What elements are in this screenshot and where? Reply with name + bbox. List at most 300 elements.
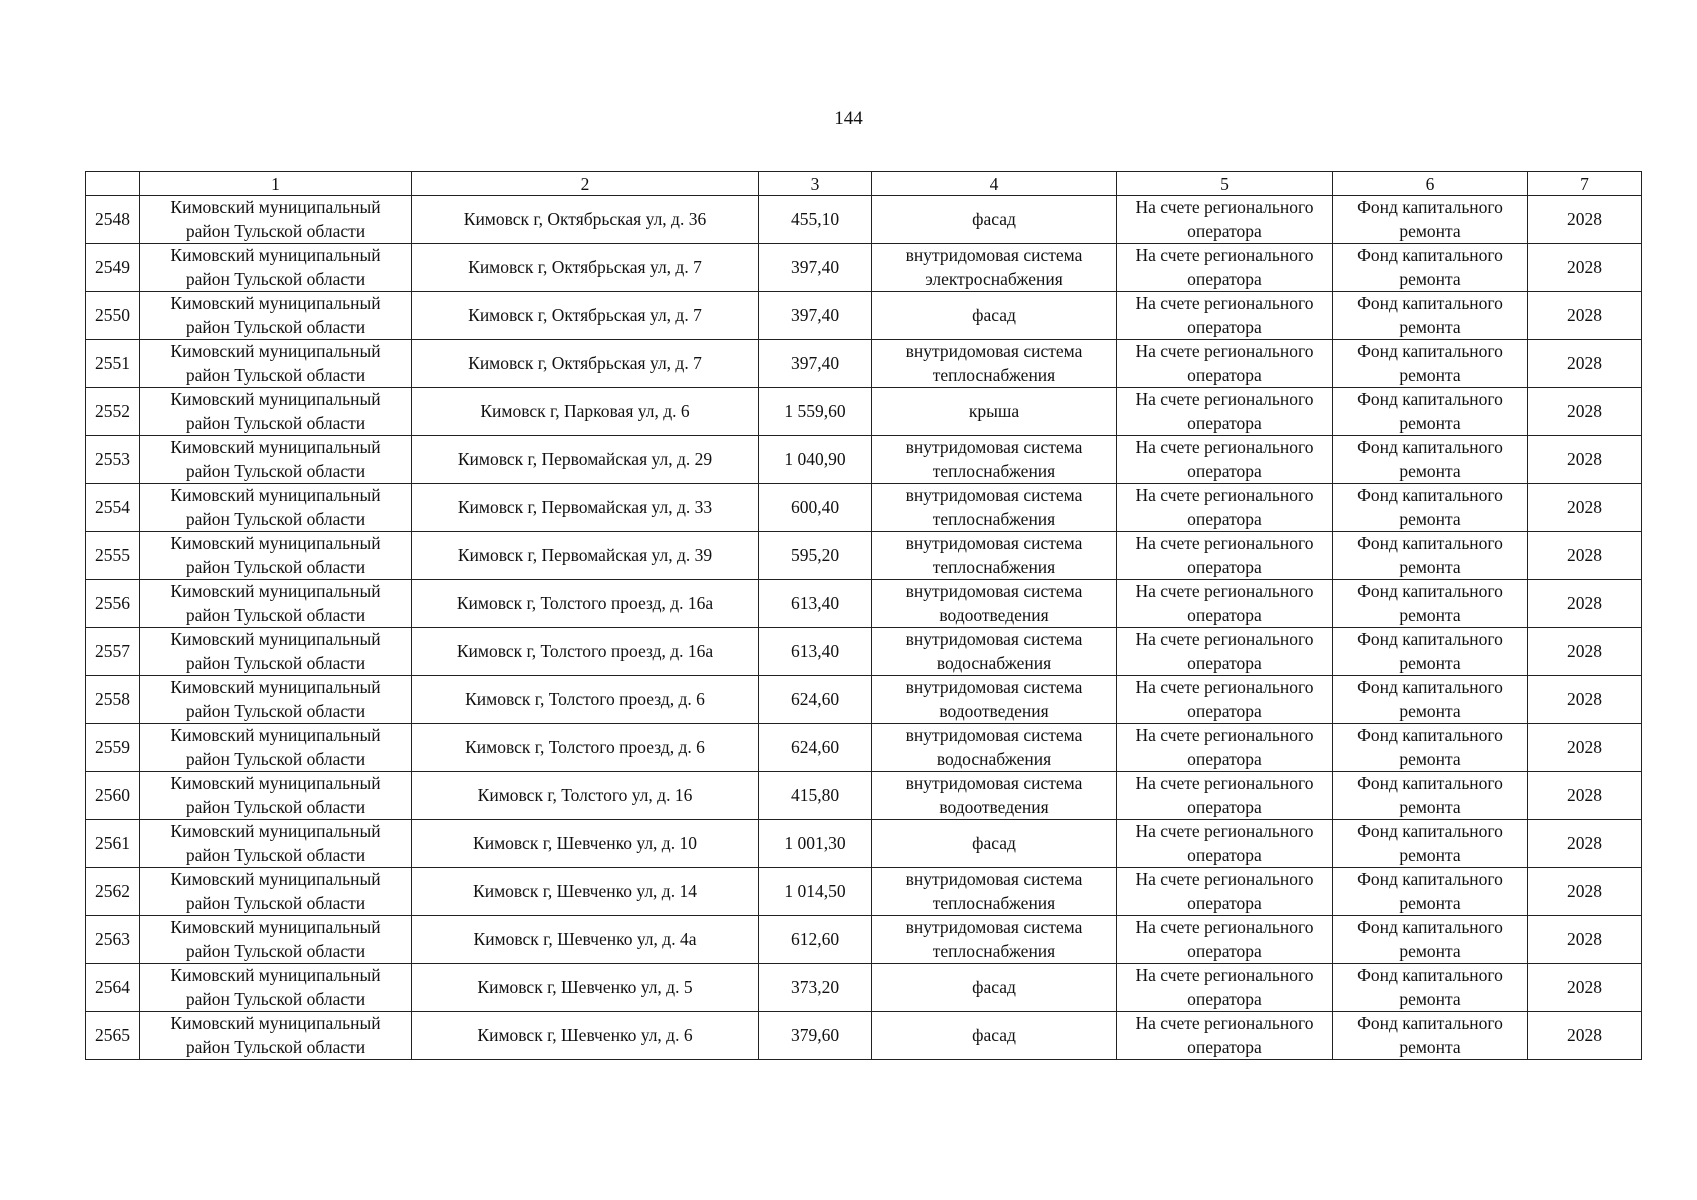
district-cell	[140, 484, 412, 532]
address-cell: Кимовск г, Первомайская ул, д. 39	[412, 532, 759, 580]
row-number-cell: 2562	[86, 868, 140, 916]
account-cell-line: оператора	[1187, 508, 1262, 529]
district-cell-line: район Тульской области	[185, 700, 366, 721]
row-number-cell: 2555	[86, 532, 140, 580]
account-cell-line: На счете регионального	[1135, 869, 1314, 889]
account-cell-line: На счете регионального	[1135, 629, 1314, 649]
account-cell-line: На счете регионального	[1135, 1013, 1314, 1033]
account-cell	[1117, 676, 1333, 724]
district-cell-line: район Тульской области	[185, 652, 366, 673]
funding-source-cell-line: ремонта	[1399, 844, 1461, 865]
funding-source-cell	[1333, 196, 1528, 244]
work-type-cell	[872, 1012, 1117, 1060]
year-cell: 2028	[1528, 244, 1642, 292]
area-cell: 379,60	[759, 1012, 872, 1060]
district-cell-line: район Тульской области	[185, 604, 366, 625]
area-cell: 624,60	[759, 724, 872, 772]
address-cell: Кимовск г, Шевченко ул, д. 5	[412, 964, 759, 1012]
funding-source-cell-line: ремонта	[1399, 364, 1461, 385]
district-cell-line: Кимовский муниципальный	[170, 245, 381, 265]
year-cell: 2028	[1528, 820, 1642, 868]
work-type-cell-line: внутридомовая система	[905, 917, 1083, 937]
year-cell: 2028	[1528, 1012, 1642, 1060]
table-row	[86, 772, 1642, 820]
account-cell	[1117, 388, 1333, 436]
row-number-cell: 2565	[86, 1012, 140, 1060]
funding-source-cell-line: Фонд капитального	[1357, 629, 1503, 649]
funding-source-cell-line: Фонд капитального	[1357, 197, 1503, 217]
account-cell	[1117, 340, 1333, 388]
account-cell-line: На счете регионального	[1135, 725, 1314, 745]
work-type-cell	[872, 868, 1117, 916]
district-cell-line: район Тульской области	[185, 940, 366, 961]
table-row	[86, 628, 1642, 676]
district-cell-line: Кимовский муниципальный	[170, 869, 381, 889]
funding-source-cell-line: ремонта	[1399, 700, 1461, 721]
year-cell: 2028	[1528, 196, 1642, 244]
account-cell	[1117, 196, 1333, 244]
funding-source-cell	[1333, 340, 1528, 388]
funding-source-cell-line: Фонд капитального	[1357, 437, 1503, 457]
funding-source-cell	[1333, 388, 1528, 436]
funding-source-cell	[1333, 580, 1528, 628]
account-cell-line: На счете регионального	[1135, 485, 1314, 505]
funding-source-cell-line: Фонд капитального	[1357, 245, 1503, 265]
header-cell-7: 7	[1528, 172, 1642, 196]
account-cell-line: оператора	[1187, 796, 1262, 817]
work-type-cell	[872, 676, 1117, 724]
account-cell-line: оператора	[1187, 412, 1262, 433]
funding-source-cell	[1333, 964, 1528, 1012]
account-cell	[1117, 820, 1333, 868]
address-cell: Кимовск г, Толстого ул, д. 16	[412, 772, 759, 820]
funding-source-cell	[1333, 1012, 1528, 1060]
table-row	[86, 484, 1642, 532]
district-cell-line: район Тульской области	[185, 892, 366, 913]
account-cell	[1117, 580, 1333, 628]
funding-source-cell-line: Фонд капитального	[1357, 389, 1503, 409]
account-cell-line: На счете регионального	[1135, 773, 1314, 793]
work-type-cell	[872, 820, 1117, 868]
work-type-cell-line: внутридомовая система	[905, 533, 1083, 553]
year-cell: 2028	[1528, 340, 1642, 388]
funding-source-cell-line: ремонта	[1399, 316, 1461, 337]
funding-source-cell	[1333, 628, 1528, 676]
district-cell	[140, 580, 412, 628]
funding-source-cell-line: Фонд капитального	[1357, 581, 1503, 601]
area-cell: 455,10	[759, 196, 872, 244]
account-cell-line: На счете регионального	[1135, 245, 1314, 265]
district-cell-line: Кимовский муниципальный	[170, 389, 381, 409]
address-cell: Кимовск г, Толстого проезд, д. 16а	[412, 628, 759, 676]
work-type-cell	[872, 724, 1117, 772]
district-cell-line: Кимовский муниципальный	[170, 965, 381, 985]
work-type-cell-line: внутридомовая система	[905, 485, 1083, 505]
row-number-cell: 2549	[86, 244, 140, 292]
funding-source-cell-line: ремонта	[1399, 796, 1461, 817]
district-cell	[140, 436, 412, 484]
funding-source-cell-line: ремонта	[1399, 508, 1461, 529]
district-cell	[140, 868, 412, 916]
year-cell: 2028	[1528, 724, 1642, 772]
district-cell	[140, 532, 412, 580]
address-cell: Кимовск г, Октябрьская ул, д. 36	[412, 196, 759, 244]
account-cell	[1117, 1012, 1333, 1060]
account-cell-line: оператора	[1187, 364, 1262, 385]
district-cell-line: Кимовский муниципальный	[170, 581, 381, 601]
area-cell: 397,40	[759, 340, 872, 388]
address-cell: Кимовск г, Шевченко ул, д. 6	[412, 1012, 759, 1060]
area-cell: 415,80	[759, 772, 872, 820]
funding-source-cell	[1333, 532, 1528, 580]
funding-source-cell	[1333, 820, 1528, 868]
district-cell-line: район Тульской области	[185, 268, 366, 289]
work-type-cell-line: крыша	[968, 400, 1020, 421]
funding-source-cell-line: ремонта	[1399, 412, 1461, 433]
table-row	[86, 388, 1642, 436]
year-cell: 2028	[1528, 484, 1642, 532]
funding-source-cell-line: ремонта	[1399, 652, 1461, 673]
year-cell: 2028	[1528, 772, 1642, 820]
funding-source-cell-line: ремонта	[1399, 988, 1461, 1009]
table-row	[86, 580, 1642, 628]
district-cell-line: район Тульской области	[185, 556, 366, 577]
work-type-cell	[872, 196, 1117, 244]
district-cell-line: Кимовский муниципальный	[170, 821, 381, 841]
funding-source-cell-line: ремонта	[1399, 604, 1461, 625]
year-cell: 2028	[1528, 532, 1642, 580]
account-cell-line: оператора	[1187, 748, 1262, 769]
account-cell-line: На счете регионального	[1135, 677, 1314, 697]
work-type-cell-line: фасад	[972, 208, 1016, 229]
account-cell-line: оператора	[1187, 460, 1262, 481]
district-cell-line: Кимовский муниципальный	[170, 725, 381, 745]
account-cell-line: На счете регионального	[1135, 293, 1314, 313]
work-type-cell-line: фасад	[972, 304, 1016, 325]
funding-source-cell-line: Фонд капитального	[1357, 917, 1503, 937]
district-cell-line: район Тульской области	[185, 988, 366, 1009]
work-type-cell	[872, 916, 1117, 964]
row-number-cell: 2557	[86, 628, 140, 676]
funding-source-cell-line: ремонта	[1399, 460, 1461, 481]
header-cell-1: 1	[140, 172, 412, 196]
account-cell	[1117, 484, 1333, 532]
funding-source-cell-line: Фонд капитального	[1357, 821, 1503, 841]
page-number: 144	[834, 108, 863, 129]
work-type-cell	[872, 388, 1117, 436]
header-cell-3: 3	[759, 172, 872, 196]
district-cell-line: Кимовский муниципальный	[170, 485, 381, 505]
address-cell: Кимовск г, Шевченко ул, д. 4а	[412, 916, 759, 964]
district-cell-line: район Тульской области	[185, 460, 366, 481]
year-cell: 2028	[1528, 916, 1642, 964]
work-type-cell	[872, 244, 1117, 292]
district-cell-line: Кимовский муниципальный	[170, 197, 381, 217]
district-cell	[140, 340, 412, 388]
work-type-cell-line: теплоснабжения	[932, 940, 1056, 961]
address-cell: Кимовск г, Толстого проезд, д. 16а	[412, 580, 759, 628]
table-row	[86, 1012, 1642, 1060]
district-cell-line: район Тульской области	[185, 844, 366, 865]
funding-source-cell-line: Фонд капитального	[1357, 773, 1503, 793]
table-row	[86, 292, 1642, 340]
work-type-cell	[872, 532, 1117, 580]
work-type-cell-line: внутридомовая система	[905, 581, 1083, 601]
district-cell	[140, 292, 412, 340]
table-row	[86, 964, 1642, 1012]
work-type-cell	[872, 772, 1117, 820]
table-header	[86, 172, 1642, 196]
account-cell-line: оператора	[1187, 844, 1262, 865]
table-row	[86, 916, 1642, 964]
table-row	[86, 676, 1642, 724]
district-cell-line: Кимовский муниципальный	[170, 341, 381, 361]
area-cell: 1 001,30	[759, 820, 872, 868]
address-cell: Кимовск г, Шевченко ул, д. 10	[412, 820, 759, 868]
district-cell	[140, 244, 412, 292]
year-cell: 2028	[1528, 580, 1642, 628]
account-cell-line: оператора	[1187, 652, 1262, 673]
area-cell: 397,40	[759, 292, 872, 340]
district-cell-line: Кимовский муниципальный	[170, 437, 381, 457]
funding-source-cell	[1333, 484, 1528, 532]
funding-source-cell-line: ремонта	[1399, 892, 1461, 913]
year-cell: 2028	[1528, 964, 1642, 1012]
work-type-cell	[872, 292, 1117, 340]
row-number-cell: 2563	[86, 916, 140, 964]
work-type-cell-line: водоотведения	[939, 604, 1049, 625]
area-cell: 1 559,60	[759, 388, 872, 436]
funding-source-cell	[1333, 868, 1528, 916]
account-cell-line: На счете регионального	[1135, 581, 1314, 601]
account-cell	[1117, 532, 1333, 580]
district-cell-line: район Тульской области	[185, 1036, 366, 1057]
table-row	[86, 340, 1642, 388]
year-cell: 2028	[1528, 436, 1642, 484]
work-type-cell-line: теплоснабжения	[932, 892, 1056, 913]
account-cell-line: На счете регионального	[1135, 821, 1314, 841]
row-number-cell: 2559	[86, 724, 140, 772]
account-cell	[1117, 292, 1333, 340]
header-cell-4: 4	[872, 172, 1117, 196]
work-type-cell-line: теплоснабжения	[932, 460, 1056, 481]
header-row	[86, 172, 1642, 196]
table-row	[86, 532, 1642, 580]
district-cell-line: Кимовский муниципальный	[170, 1013, 381, 1033]
account-cell-line: На счете регионального	[1135, 917, 1314, 937]
account-cell-line: оператора	[1187, 556, 1262, 577]
account-cell-line: оператора	[1187, 316, 1262, 337]
area-cell: 595,20	[759, 532, 872, 580]
row-number-cell: 2550	[86, 292, 140, 340]
account-cell	[1117, 244, 1333, 292]
row-number-cell: 2554	[86, 484, 140, 532]
work-type-cell-line: внутридомовая система	[905, 245, 1083, 265]
district-cell	[140, 676, 412, 724]
area-cell: 1 040,90	[759, 436, 872, 484]
area-cell: 373,20	[759, 964, 872, 1012]
district-cell-line: Кимовский муниципальный	[170, 773, 381, 793]
funding-source-cell-line: Фонд капитального	[1357, 293, 1503, 313]
account-cell	[1117, 916, 1333, 964]
account-cell	[1117, 724, 1333, 772]
work-type-cell-line: теплоснабжения	[932, 508, 1056, 529]
work-type-cell-line: водоснабжения	[936, 652, 1052, 673]
account-cell-line: На счете регионального	[1135, 437, 1314, 457]
address-cell: Кимовск г, Первомайская ул, д. 33	[412, 484, 759, 532]
table-row	[86, 724, 1642, 772]
row-number-cell: 2556	[86, 580, 140, 628]
funding-source-cell-line: Фонд капитального	[1357, 965, 1503, 985]
district-cell	[140, 724, 412, 772]
row-number-cell: 2551	[86, 340, 140, 388]
account-cell-line: оператора	[1187, 604, 1262, 625]
district-cell-line: район Тульской области	[185, 412, 366, 433]
address-cell: Кимовск г, Октябрьская ул, д. 7	[412, 244, 759, 292]
account-cell	[1117, 628, 1333, 676]
year-cell: 2028	[1528, 676, 1642, 724]
district-cell	[140, 772, 412, 820]
area-cell: 1 014,50	[759, 868, 872, 916]
work-type-cell-line: фасад	[972, 976, 1016, 997]
funding-source-cell-line: ремонта	[1399, 268, 1461, 289]
account-cell-line: На счете регионального	[1135, 533, 1314, 553]
work-type-cell	[872, 340, 1117, 388]
funding-source-cell-line: Фонд капитального	[1357, 341, 1503, 361]
account-cell-line: На счете регионального	[1135, 341, 1314, 361]
account-cell-line: оператора	[1187, 988, 1262, 1009]
funding-source-cell-line: Фонд капитального	[1357, 485, 1503, 505]
district-cell	[140, 964, 412, 1012]
address-cell: Кимовск г, Толстого проезд, д. 6	[412, 724, 759, 772]
funding-source-cell	[1333, 772, 1528, 820]
district-cell	[140, 820, 412, 868]
district-cell-line: Кимовский муниципальный	[170, 917, 381, 937]
account-cell	[1117, 964, 1333, 1012]
work-type-cell	[872, 580, 1117, 628]
year-cell: 2028	[1528, 868, 1642, 916]
row-number-cell: 2548	[86, 196, 140, 244]
year-cell: 2028	[1528, 292, 1642, 340]
funding-source-cell	[1333, 724, 1528, 772]
account-cell-line: оператора	[1187, 940, 1262, 961]
account-cell	[1117, 868, 1333, 916]
header-cell-num	[86, 172, 140, 196]
area-cell: 397,40	[759, 244, 872, 292]
row-number-cell: 2553	[86, 436, 140, 484]
account-cell-line: На счете регионального	[1135, 389, 1314, 409]
district-cell-line: район Тульской области	[185, 316, 366, 337]
district-cell-line: район Тульской области	[185, 748, 366, 769]
funding-source-cell-line: ремонта	[1399, 940, 1461, 961]
work-type-cell-line: внутридомовая система	[905, 437, 1083, 457]
address-cell: Кимовск г, Парковая ул, д. 6	[412, 388, 759, 436]
district-cell-line: Кимовский муниципальный	[170, 293, 381, 313]
district-cell	[140, 628, 412, 676]
header-cell-6: 6	[1333, 172, 1528, 196]
work-type-cell-line: внутридомовая система	[905, 629, 1083, 649]
funding-source-cell-line: ремонта	[1399, 1036, 1461, 1057]
header-cell-2: 2	[412, 172, 759, 196]
work-type-cell-line: теплоснабжения	[932, 364, 1056, 385]
funding-source-cell	[1333, 916, 1528, 964]
year-cell: 2028	[1528, 388, 1642, 436]
address-cell: Кимовск г, Толстого проезд, д. 6	[412, 676, 759, 724]
work-type-cell-line: внутридомовая система	[905, 869, 1083, 889]
work-type-cell	[872, 436, 1117, 484]
area-cell: 613,40	[759, 580, 872, 628]
district-cell-line: район Тульской области	[185, 220, 366, 241]
funding-source-cell-line: Фонд капитального	[1357, 725, 1503, 745]
district-cell-line: район Тульской области	[185, 508, 366, 529]
area-cell: 600,40	[759, 484, 872, 532]
funding-source-cell-line: ремонта	[1399, 220, 1461, 241]
account-cell-line: оператора	[1187, 700, 1262, 721]
address-cell: Кимовск г, Первомайская ул, д. 29	[412, 436, 759, 484]
district-cell	[140, 1012, 412, 1060]
district-cell-line: район Тульской области	[185, 796, 366, 817]
district-cell-line: район Тульской области	[185, 364, 366, 385]
work-type-cell-line: фасад	[972, 832, 1016, 853]
funding-source-cell-line: Фонд капитального	[1357, 869, 1503, 889]
work-type-cell	[872, 964, 1117, 1012]
area-cell: 624,60	[759, 676, 872, 724]
table-row	[86, 244, 1642, 292]
work-type-cell	[872, 628, 1117, 676]
work-type-cell-line: водоснабжения	[936, 748, 1052, 769]
work-type-cell-line: внутридомовая система	[905, 677, 1083, 697]
account-cell-line: На счете регионального	[1135, 197, 1314, 217]
district-cell-line: Кимовский муниципальный	[170, 533, 381, 553]
address-cell: Кимовск г, Шевченко ул, д. 14	[412, 868, 759, 916]
address-cell: Кимовск г, Октябрьская ул, д. 7	[412, 292, 759, 340]
row-number-cell: 2561	[86, 820, 140, 868]
table-row	[86, 196, 1642, 244]
funding-source-cell-line: ремонта	[1399, 556, 1461, 577]
account-cell-line: оператора	[1187, 1036, 1262, 1057]
work-type-cell-line: водоотведения	[939, 796, 1049, 817]
year-cell: 2028	[1528, 628, 1642, 676]
work-type-cell-line: внутридомовая система	[905, 341, 1083, 361]
row-number-cell: 2558	[86, 676, 140, 724]
area-cell: 613,40	[759, 628, 872, 676]
work-type-cell-line: водоотведения	[939, 700, 1049, 721]
work-type-cell-line: внутридомовая система	[905, 773, 1083, 793]
row-number-cell: 2552	[86, 388, 140, 436]
account-cell-line: оператора	[1187, 892, 1262, 913]
work-type-cell-line: внутридомовая система	[905, 725, 1083, 745]
funding-source-cell	[1333, 436, 1528, 484]
table-row	[86, 820, 1642, 868]
header-cell-5: 5	[1117, 172, 1333, 196]
district-cell	[140, 388, 412, 436]
funding-source-cell-line: Фонд капитального	[1357, 533, 1503, 553]
address-cell: Кимовск г, Октябрьская ул, д. 7	[412, 340, 759, 388]
district-cell-line: Кимовский муниципальный	[170, 677, 381, 697]
district-cell	[140, 916, 412, 964]
row-number-cell: 2564	[86, 964, 140, 1012]
funding-source-cell-line: Фонд капитального	[1357, 677, 1503, 697]
funding-source-cell	[1333, 676, 1528, 724]
work-type-cell-line: электроснабжения	[925, 268, 1063, 289]
account-cell	[1117, 436, 1333, 484]
account-cell-line: оператора	[1187, 268, 1262, 289]
funding-source-cell	[1333, 292, 1528, 340]
area-cell: 612,60	[759, 916, 872, 964]
district-cell-line: Кимовский муниципальный	[170, 629, 381, 649]
table-row	[86, 868, 1642, 916]
account-cell-line: На счете регионального	[1135, 965, 1314, 985]
